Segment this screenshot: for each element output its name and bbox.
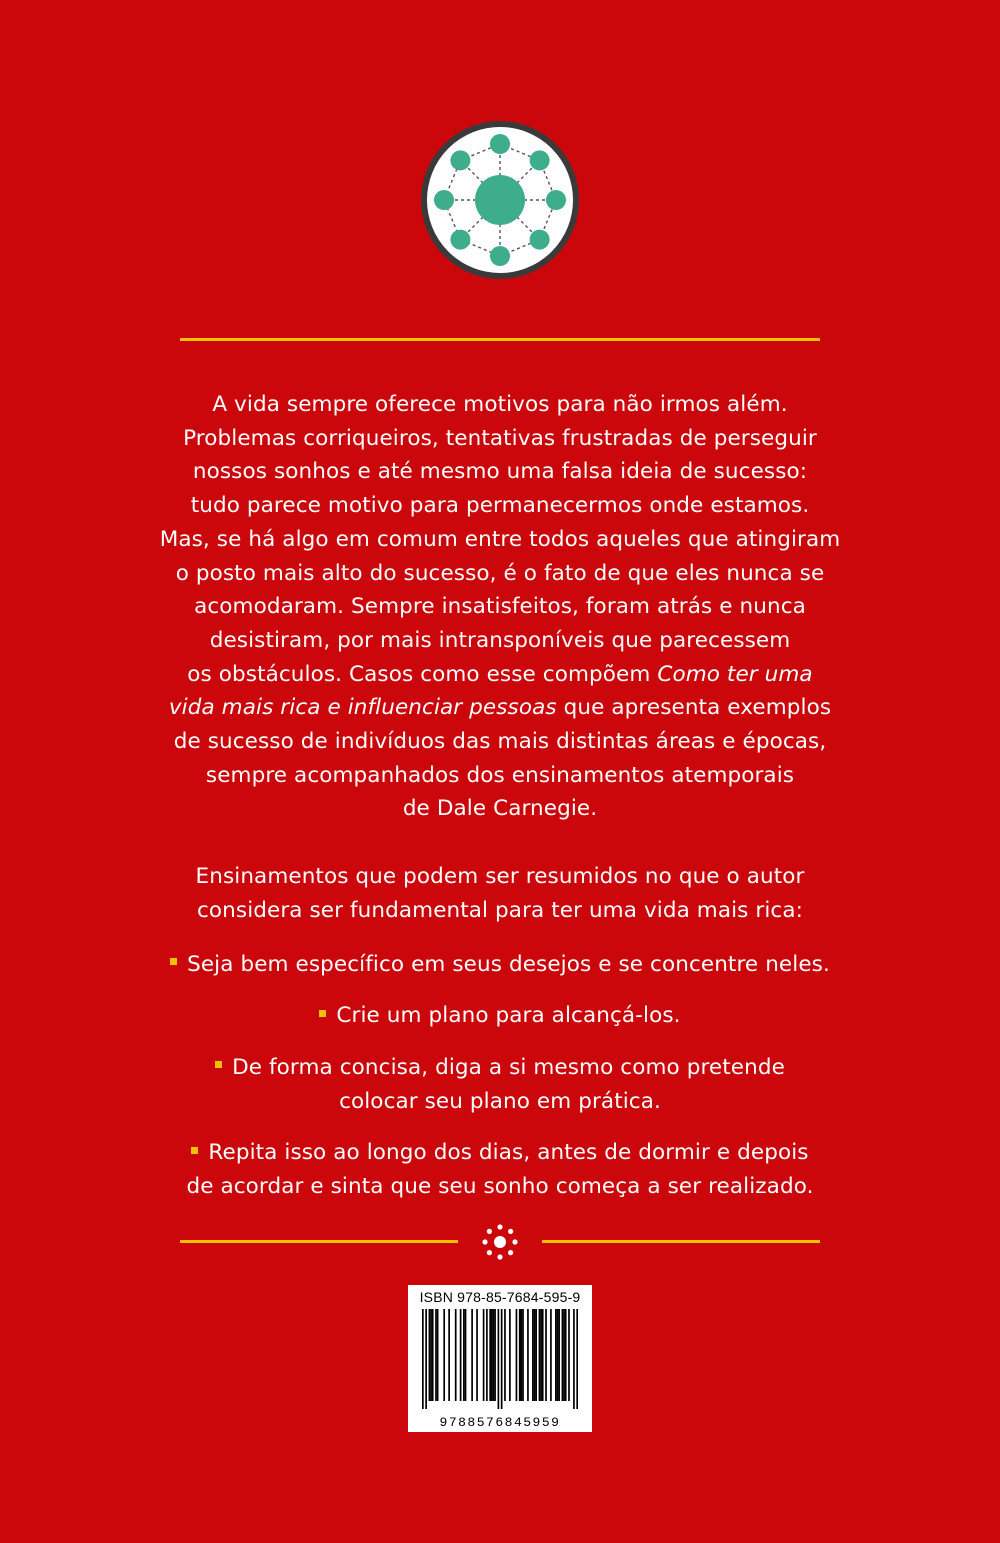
barcode-bar bbox=[522, 1309, 524, 1401]
book-title: vida mais rica e influenciar pessoas bbox=[168, 695, 557, 721]
description-line: tudo parece motivo para permanecermos onde estamos. bbox=[190, 493, 810, 519]
list-item-text: Repita isso ao longo dos dias, antes de dormir e depois bbox=[208, 1140, 809, 1166]
bottom-divider-left bbox=[180, 1240, 458, 1243]
description-paragraph bbox=[120, 388, 880, 826]
barcode-bar bbox=[527, 1309, 529, 1401]
description-line: Problemas corriqueiros, tentativas frustradas de perseguir bbox=[183, 425, 817, 451]
barcode-bar bbox=[532, 1309, 534, 1401]
barcode-bar bbox=[540, 1309, 542, 1401]
intro-paragraph bbox=[120, 860, 880, 927]
bullet-square-icon bbox=[319, 1010, 326, 1017]
barcode-bar bbox=[425, 1309, 427, 1409]
barcode-bar bbox=[430, 1309, 432, 1401]
description-line: acomodaram. Sempre insatisfeitos, foram atrás e nunca bbox=[194, 594, 806, 620]
bottom-divider-right bbox=[542, 1240, 820, 1243]
barcode-bar bbox=[437, 1309, 439, 1401]
intro-line: considera ser fundamental para ter uma vida mais rica: bbox=[197, 897, 803, 923]
barcode-bar bbox=[573, 1309, 575, 1409]
barcode-bar bbox=[460, 1309, 462, 1401]
description-line: que apresenta exemplos bbox=[556, 695, 832, 721]
barcode-bar bbox=[545, 1309, 547, 1401]
barcode-bar bbox=[476, 1309, 478, 1401]
barcode-digits: 9788576845959 bbox=[439, 1415, 561, 1430]
list-item bbox=[120, 1051, 880, 1118]
teachings-list bbox=[120, 948, 880, 1204]
barcode-bar bbox=[509, 1309, 511, 1401]
barcode-bars bbox=[422, 1309, 578, 1409]
description-line: desistiram, por mais intransponíveis que parecessem bbox=[209, 627, 791, 653]
barcode-bar bbox=[471, 1309, 473, 1401]
barcode-bar bbox=[443, 1309, 445, 1401]
list-item bbox=[120, 948, 880, 982]
barcode-bar bbox=[535, 1309, 537, 1401]
barcode-bar bbox=[498, 1309, 500, 1409]
description-line: de Dale Carnegie. bbox=[402, 796, 598, 822]
list-item bbox=[120, 999, 880, 1033]
barcode-bar bbox=[521, 1309, 523, 1401]
description-line: Mas, se há algo em comum entre todos aqueles que atingiram bbox=[159, 526, 841, 552]
description-line: A vida sempre oferece motivos para não irmos além. bbox=[212, 392, 788, 417]
barcode-bar bbox=[463, 1309, 465, 1401]
barcode-bar bbox=[455, 1309, 457, 1401]
list-item-text: colocar seu plano em prática. bbox=[339, 1088, 661, 1114]
barcode-bar bbox=[565, 1309, 567, 1401]
list-item bbox=[120, 1136, 880, 1203]
barcode-bar bbox=[519, 1309, 521, 1401]
barcode-bar bbox=[432, 1309, 434, 1401]
barcode-bar bbox=[542, 1309, 544, 1401]
barcode-bar bbox=[557, 1309, 559, 1401]
intro-line: Ensinamentos que podem ser resumidos no que o autor bbox=[195, 864, 805, 890]
list-item-text: Seja bem específico em seus desejos e se concentre neles. bbox=[187, 951, 830, 977]
barcode-bar bbox=[491, 1309, 493, 1401]
barcode-bar bbox=[494, 1309, 496, 1401]
barcode-bar bbox=[534, 1309, 536, 1401]
barcode-bar bbox=[422, 1309, 424, 1409]
bullet-square-icon bbox=[191, 1147, 198, 1154]
barcode-bar bbox=[563, 1309, 565, 1401]
dot-ring-icon bbox=[480, 1222, 520, 1262]
isbn-barcode bbox=[408, 1285, 592, 1432]
list-item-text: De forma concisa, diga a si mesmo como pretende bbox=[232, 1054, 785, 1080]
description-line: de sucesso de indivíduos das mais distintas áreas e épocas, bbox=[173, 729, 827, 755]
list-item-text: de acordar e sinta que seu sonho começa a ser realizado. bbox=[186, 1174, 814, 1200]
barcode-bar bbox=[435, 1309, 437, 1401]
barcode-bar bbox=[568, 1309, 570, 1401]
barcode-bar bbox=[448, 1309, 450, 1401]
description-line: o posto mais alto do sucesso, é o fato de que eles nunca se bbox=[175, 560, 825, 586]
description-line: nossos sonhos e até mesmo uma falsa ideia de sucesso: bbox=[192, 459, 808, 485]
barcode-bar bbox=[429, 1309, 431, 1401]
barcode-bar bbox=[550, 1309, 552, 1401]
bullet-square-icon bbox=[170, 958, 177, 965]
barcode-bar bbox=[504, 1309, 506, 1401]
network-hub-icon bbox=[420, 120, 580, 280]
isbn-label: ISBN 978-85-7684-595-9 bbox=[419, 1289, 581, 1305]
synopsis bbox=[120, 388, 880, 1222]
barcode-bar bbox=[516, 1309, 518, 1401]
list-item-text: Crie um plano para alcançá-los. bbox=[336, 1003, 681, 1029]
top-divider bbox=[180, 338, 820, 341]
barcode-bar bbox=[465, 1309, 467, 1401]
barcode-bar bbox=[493, 1309, 495, 1401]
barcode-bar bbox=[558, 1309, 560, 1401]
book-title: Como ter uma bbox=[657, 661, 813, 687]
description-line: sempre acompanhados dos ensinamentos atemporais bbox=[205, 762, 795, 788]
barcode-bar bbox=[539, 1309, 541, 1401]
barcode-bar bbox=[501, 1309, 503, 1409]
barcode-bar bbox=[483, 1309, 485, 1401]
barcode-bar bbox=[486, 1309, 488, 1401]
bullet-square-icon bbox=[215, 1061, 222, 1068]
barcode-bar bbox=[562, 1309, 564, 1401]
barcode-bar bbox=[555, 1309, 557, 1401]
description-line: os obstáculos. Casos como esse compõem bbox=[187, 661, 658, 687]
barcode-bar bbox=[576, 1309, 578, 1409]
barcode-bar bbox=[489, 1309, 491, 1401]
